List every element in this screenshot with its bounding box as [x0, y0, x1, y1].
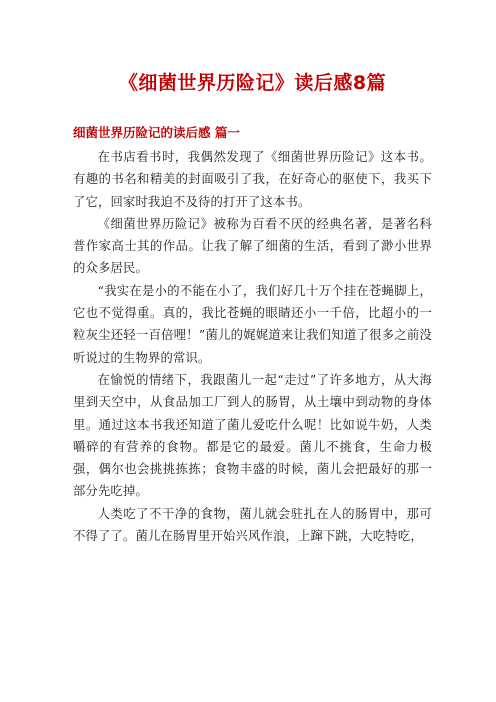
- paragraph-2: 《细菌世界历险记》被称为百看不厌的经典名著，是著名科普作家高士其的作品。让我了解了细菌的生活，看到了渺小世界的众多居民。: [73, 216, 432, 276]
- paragraph-5: 人类吃了不干净的食物，菌儿就会驻扎在人的肠胃中，那可不得了了。菌儿在肠胃里开始兴风作浪，上蹿下跳，大吃特吃，: [73, 506, 432, 544]
- paragraph-1: 在书店看书时，我偶然发现了《细菌世界历险记》这本书。有趣的书名和精美的封面吸引了我，在好奇心的驱使下，我买下了它，回家时我迫不及待的打开了这本书。: [73, 150, 432, 209]
- paragraph-3: “我实在是小的不能在小了，我们好几十万个挂在苍蝇脚上，它也不觉得重。真的，我比苍蝇的眼睛还小一千倍，比超小的一粒灰尘还轻一百倍哩！”菌儿的娓娓道来让我们知道了很多之前没听说过的生物界的常识。: [73, 283, 432, 365]
- document-body: [73, 146, 432, 547]
- paragraph-4: 在愉悦的情绪下，我跟菌儿一起“走过”了许多地方，从大海里到天空中，从食品加工厂到人的肠胃，从土壤中到动物的身体里。通过这本书我还知道了菌儿爱吃什么呢！比如说牛奶，人类嚼碎的有营养的食物。都是它的最爱。菌儿不挑食，生命力极强，偶尔也会挑挑拣拣；食物丰盛的时候，菌儿会把最好的那一部分先吃掉。: [73, 372, 432, 499]
- document-title: 《细菌世界历险记》读后感8篇: [118, 72, 387, 94]
- section-heading: 细菌世界历险记的读后感 篇一: [73, 125, 240, 140]
